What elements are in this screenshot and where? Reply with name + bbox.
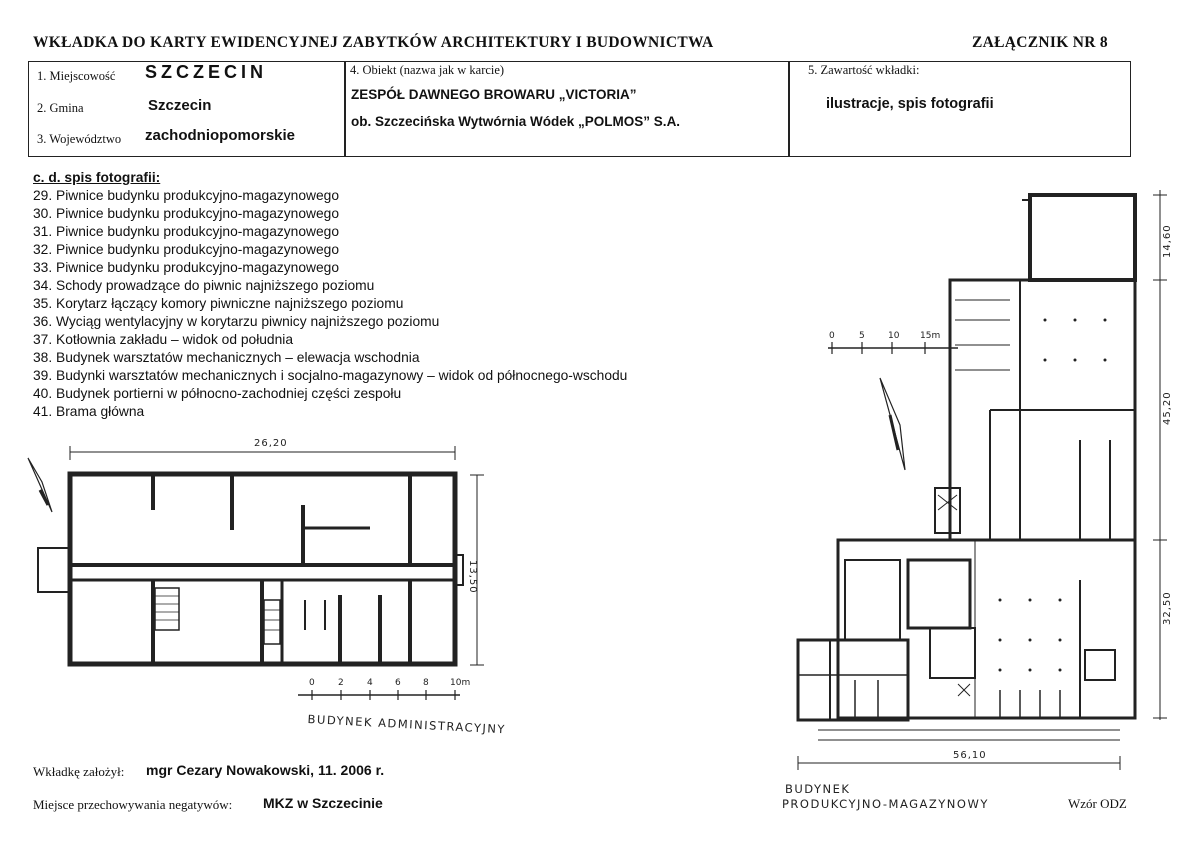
template-label: Wzór ODZ bbox=[1068, 796, 1127, 811]
admin-scale-tick: 2 bbox=[338, 678, 344, 688]
list-item: 39. Budynki warsztatów mechanicznych i socjalno-magazynowy – widok od północnego-wschodu bbox=[33, 368, 628, 383]
locality-value: SZCZECIN bbox=[145, 62, 267, 82]
admin-scale-tick: 6 bbox=[395, 678, 401, 688]
production-dim-3: 32,50 bbox=[1162, 591, 1173, 625]
production-scale-tick: 15m bbox=[920, 331, 941, 341]
list-item: 29. Piwnice budynku produkcyjno-magazynowego bbox=[33, 188, 340, 203]
admin-dim-side: 13,50 bbox=[467, 560, 478, 594]
production-scale-tick: 10 bbox=[888, 331, 900, 341]
voivodeship-label: 3. Województwo bbox=[37, 132, 122, 146]
content-label: 5. Zawartość wkładki: bbox=[808, 63, 920, 77]
annex-number: ZAŁĄCZNIK NR 8 bbox=[972, 34, 1108, 51]
list-item: 38. Budynek warsztatów mechanicznych – elewacja wschodnia bbox=[33, 350, 420, 365]
production-plan-caption-line1: BUDYNEK bbox=[785, 782, 851, 796]
object-label: 4. Obiekt (nazwa jak w karcie) bbox=[350, 63, 505, 77]
list-item: 37. Kotłownia zakładu – widok od południa bbox=[33, 332, 294, 347]
content-value: ilustracje, spis fotografii bbox=[826, 96, 994, 112]
admin-scale-tick: 8 bbox=[423, 678, 429, 688]
list-item: 40. Budynek portierni w północno-zachodniej części zespołu bbox=[33, 386, 402, 401]
commune-label: 2. Gmina bbox=[37, 101, 84, 115]
production-dim-1: 14,60 bbox=[1162, 224, 1173, 258]
commune-value: Szczecin bbox=[148, 97, 212, 114]
author-value: mgr Cezary Nowakowski, 11. 2006 r. bbox=[146, 762, 385, 778]
list-item: 36. Wyciąg wentylacyjny w korytarzu piwnicy najniższego poziomu bbox=[33, 314, 440, 329]
object-name-line2: ob. Szczecińska Wytwórnia Wódek „POLMOS” S.A. bbox=[351, 114, 681, 129]
list-item: 33. Piwnice budynku produkcyjno-magazynowego bbox=[33, 260, 340, 275]
list-item: 35. Korytarz łączący komory piwniczne najniższego poziomu bbox=[33, 296, 404, 311]
production-scale-tick: 5 bbox=[859, 331, 865, 341]
photo-list-heading: c. d. spis fotografii: bbox=[33, 170, 161, 185]
list-item: 41. Brama główna bbox=[33, 404, 145, 419]
list-item: 31. Piwnice budynku produkcyjno-magazynowego bbox=[33, 224, 340, 239]
document-title: WKŁADKA DO KARTY EWIDENCYJNEJ ZABYTKÓW ARCHITEKTURY I BUDOWNICTWA bbox=[33, 34, 714, 51]
production-dim-bottom: 56,10 bbox=[953, 750, 987, 761]
admin-scale-tick: 0 bbox=[309, 678, 315, 688]
list-item: 34. Schody prowadzące do piwnic najniższego poziomu bbox=[33, 278, 375, 293]
storage-label: Miejsce przechowywania negatywów: bbox=[33, 797, 233, 812]
production-scale-tick: 0 bbox=[829, 331, 835, 341]
list-item: 32. Piwnice budynku produkcyjno-magazynowego bbox=[33, 242, 340, 257]
admin-scale-tick: 4 bbox=[367, 678, 373, 688]
locality-label: 1. Miejscowość bbox=[37, 69, 116, 83]
admin-dim-top: 26,20 bbox=[254, 438, 288, 449]
admin-scale-tick: 10m bbox=[450, 678, 471, 688]
storage-value: MKZ w Szczecinie bbox=[263, 795, 383, 811]
production-plan-caption-line2: PRODUKCYJNO-MAGAZYNOWY bbox=[782, 797, 989, 811]
author-label: Wkładkę założył: bbox=[33, 764, 125, 779]
production-dim-2: 45,20 bbox=[1162, 391, 1173, 425]
admin-plan-caption: BUDYNEK ADMINISTRACYJNY bbox=[307, 712, 507, 737]
object-name-line1: ZESPÓŁ DAWNEGO BROWARU „VICTORIA” bbox=[351, 87, 637, 102]
list-item: 30. Piwnice budynku produkcyjno-magazynowego bbox=[33, 206, 340, 221]
voivodeship-value: zachodniopomorskie bbox=[145, 127, 296, 144]
